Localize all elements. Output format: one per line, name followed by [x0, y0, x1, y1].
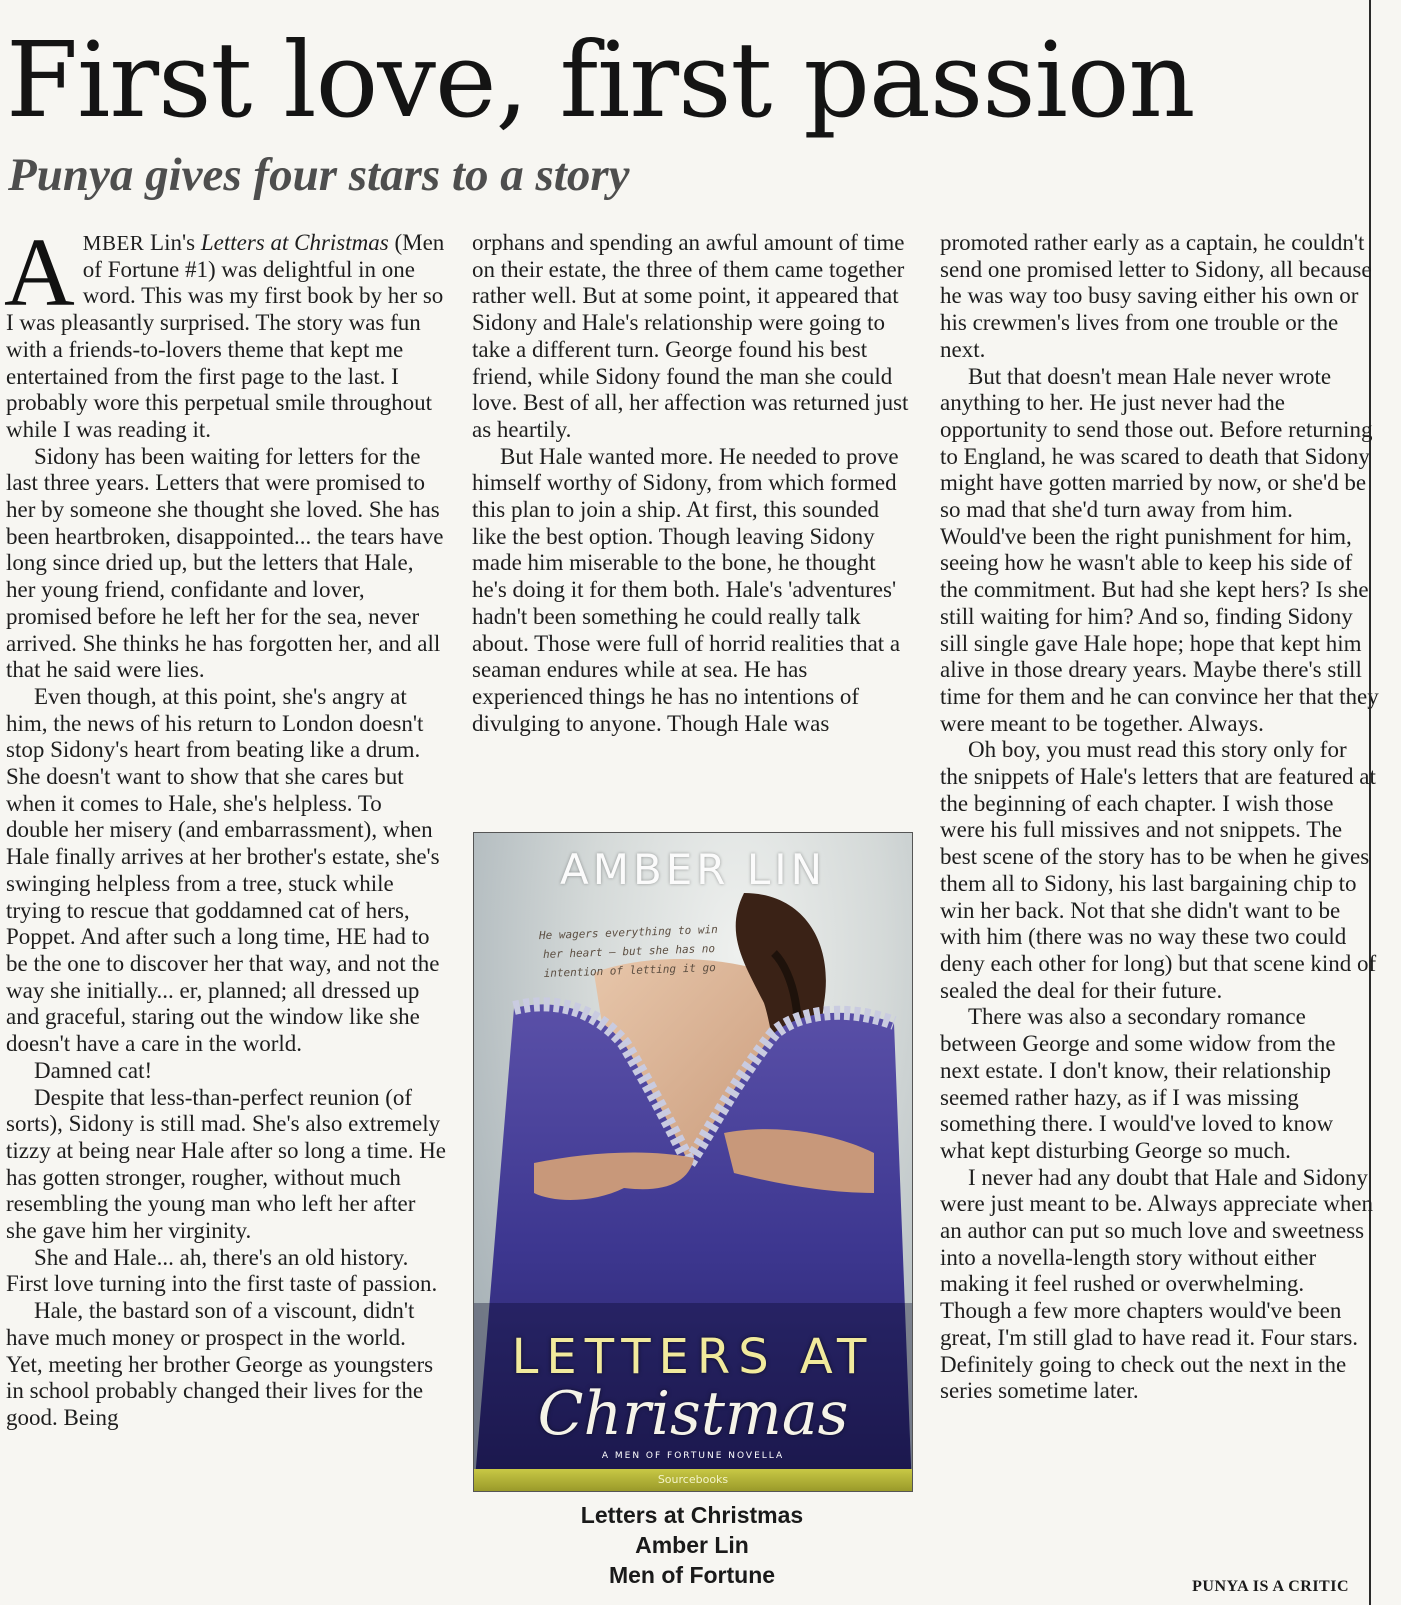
paragraph: Despite that less-than-perfect reunion (of sorts), Sidony is still mad. She's also extremely tizzy at being near Hale after so long a time. He has gotten stronger, rougher, without much resembling the young man who left her after she gave him her virginity.: [6, 1084, 447, 1244]
cover-publisher: Sourcebooks: [474, 1469, 912, 1491]
paragraph: I never had any doubt that Hale and Sidony were just meant to be. Always appreciate when an author can put so much love and sweetness into a novella-length story without either making it feel rushed or overwhelming. Though a few more chapters would've been great, I'm still glad to have read it. Four stars. Definitely going to check out the next in the series sometime later.: [940, 1164, 1374, 1404]
article-column-3: [940, 230, 1380, 1405]
cover-script-title: Christmas: [537, 1379, 849, 1449]
cover-author: AMBER LIN: [559, 845, 827, 894]
paragraph: Damned cat!: [34, 1057, 153, 1083]
lead-text: Lin's: [144, 230, 201, 255]
book-cover-image: [473, 832, 913, 1492]
paragraph: promoted rather early as a captain, he couldn't send one promised letter to Sidony, all because he was way too busy saving either his own or his crewmen's lives from one trouble or the next.: [940, 230, 1372, 362]
subheadline: Punya gives four stars to a story: [8, 149, 630, 201]
paragraph: She and Hale... ah, there's an old history. First love turning into the first taste of passion.: [6, 1244, 438, 1297]
dropcap: A: [4, 219, 75, 327]
paragraph: orphans and spending an awful amount of time on their estate, the three of them came together rather well. But at some point, it appeared that Sidony and Hale's relationship were going to take a different turn. George found his best friend, while Sidony found the man she could love. Best of all, her affection was returned just as heartily.: [472, 230, 909, 442]
caption-author: Amber Lin: [635, 1532, 749, 1558]
book-title-inline: Letters at Christmas: [200, 230, 389, 255]
paragraph: Oh boy, you must read this story only for the snippets of Hale's letters that are featured at the beginning of each chapter. I wish those were his full missives and not snippets. The best scene of the story has to be when he gives them all to Sidony, his last bargaining chip to win her back. Not that she didn't want to be with him (there was no way these two could deny each other for long) but that scene kind of sealed the deal for their future.: [940, 737, 1377, 1003]
caption-series: Men of Fortune: [608, 1562, 776, 1588]
paragraph: Even though, at this point, she's angry at him, the news of his return to London doesn't stop Sidony's heart from beating like a drum. She doesn't want to show that she cares but when it comes to Hale, she's helpless. To double her misery (and embarrassment), when Hale finally arrives at her brother's estate, she's swinging helpless from a tree, stuck while trying to rescue that goddamned cat of hers, Poppet. And after such a long time, HE had to be the one to discover her that way, and not the way she initially... er, planned; all dressed up and graceful, staring out the window like she doesn't have a care in the world.: [6, 683, 440, 1057]
article-column-1: [4, 219, 447, 1432]
book-caption: [473, 1500, 911, 1590]
paragraph: But that doesn't mean Hale never wrote anything to her. He just never had the opportunity to send those out. Before returning to England, he was scared to death that Sidony might have gotten married by now, or she'd be so mad that she'd turn away from him. Would've been the right punishment for him, seeing how he wasn't able to keep his side of the commitment. But had she kept hers? Is she still waiting for him? And so, finding Sidony sill single gave Hale hope; hope that kept him alive in those dreary years. Maybe there's still time for them and he can convince her that they were meant to be together. Always.: [940, 363, 1379, 736]
caption-title: Letters at Christmas: [580, 1502, 804, 1528]
lead-text-after: (Men of Fortune #1) was delightful in one word. This was my first book by her so I was pleasantly surprised. The story was fun with a friends-to-lovers theme that kept me entertained from the first page to the last. I probably wore this perpetual smile throughout while I was reading it.: [6, 230, 445, 442]
paragraph: Hale, the bastard son of a viscount, didn't have much money or prospect in the world. Yet, meeting her brother George as youngsters in school probably changed their lives for the good. Being: [6, 1298, 434, 1430]
lead-paragraph: [4, 219, 446, 444]
byline: PUNYA IS A CRITIC: [1192, 1578, 1349, 1595]
cover-quote: He wagers everything to win her heart — but she has no intention of letting it go: [538, 922, 718, 980]
paragraph: Sidony has been waiting for letters for the last three years. Letters that were promised to her by someone she thought she loved. She has been heartbroken, disappointed... the tears have long since dried up, but the letters that Hale, her young friend, confidante and lover, promised before he left her for the sea, never arrived. She thinks he has forgotten her, and all that he said were lies.: [6, 443, 444, 683]
cover-series: A MEN OF FORTUNE NOVELLA: [601, 1451, 785, 1461]
paragraph: But Hale wanted more. He needed to prove himself worthy of Sidony, from which formed this plan to join a ship. At first, this sounded like the best option. Though leaving Sidony made him miserable to the bone, he thought he's doing it for them both. Hale's 'adventures' hadn't been something he could really talk about. Those were full of horrid realities that a seaman endures while at sea. He has experienced things he has no intentions of divulging to anyone. Though Hale was: [472, 443, 901, 736]
cover-title: LETTERS AT: [511, 1329, 875, 1385]
paragraph: There was also a secondary romance between George and some widow from the next estate. I don't know, their relationship seemed rather hazy, as if I was missing something there. I would've loved to know what kept disturbing George so much.: [940, 1004, 1336, 1163]
headline: First love, first passion: [6, 19, 1195, 141]
article-column-2: [472, 230, 912, 737]
lead-smallcaps: MBER: [82, 231, 145, 255]
